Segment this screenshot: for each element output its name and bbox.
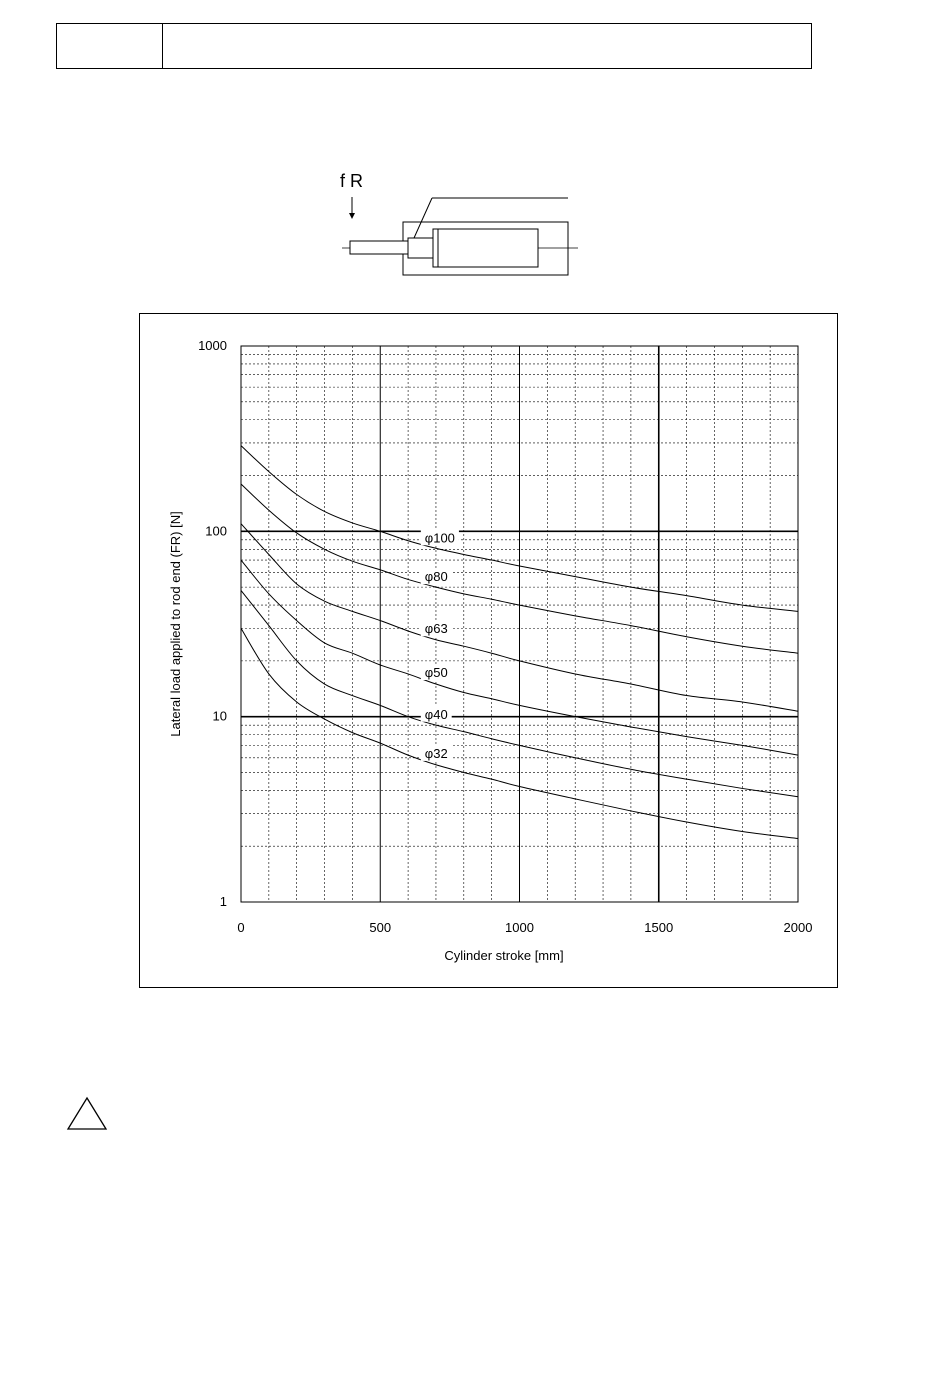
leader-line [414, 198, 432, 238]
series-label-3: φ50 [424, 665, 448, 681]
y-tick-label: 100 [205, 523, 227, 539]
piston-rod [350, 241, 408, 254]
y-tick-label: 10 [212, 708, 227, 724]
force-label: f R [340, 171, 364, 191]
chart-frame [139, 313, 838, 988]
x-tick-label: 1500 [644, 920, 674, 935]
series-label-1: φ80 [424, 569, 448, 585]
warning-icon [66, 1096, 108, 1132]
x-tick-label: 0 [237, 920, 245, 935]
header-left-cell [57, 24, 163, 68]
x-tick-label: 1000 [505, 920, 534, 935]
series-label-5: φ32 [424, 745, 448, 761]
series-label-0: φ100 [424, 530, 455, 546]
y-tick-label: 1 [219, 894, 227, 909]
cylinder-schematic [330, 165, 590, 285]
series-label-4: φ40 [424, 706, 448, 722]
x-tick-label: 500 [369, 920, 392, 935]
header-right-cell [163, 24, 811, 68]
lateral-load-chart [140, 314, 837, 987]
cylinder-tube [433, 229, 538, 267]
x-axis-label: Cylinder stroke [mm] [444, 948, 564, 963]
rod-cover [408, 238, 433, 258]
y-tick-label: 1000 [198, 338, 227, 353]
grid [241, 346, 798, 902]
force-arrow-head [349, 213, 355, 219]
x-tick-label: 2000 [783, 920, 813, 935]
header-box [56, 23, 812, 69]
tick-labels [198, 338, 812, 935]
y-axis-label: Lateral load applied to rod end (FR) [N] [168, 511, 183, 737]
series-label-2: φ63 [424, 621, 448, 637]
